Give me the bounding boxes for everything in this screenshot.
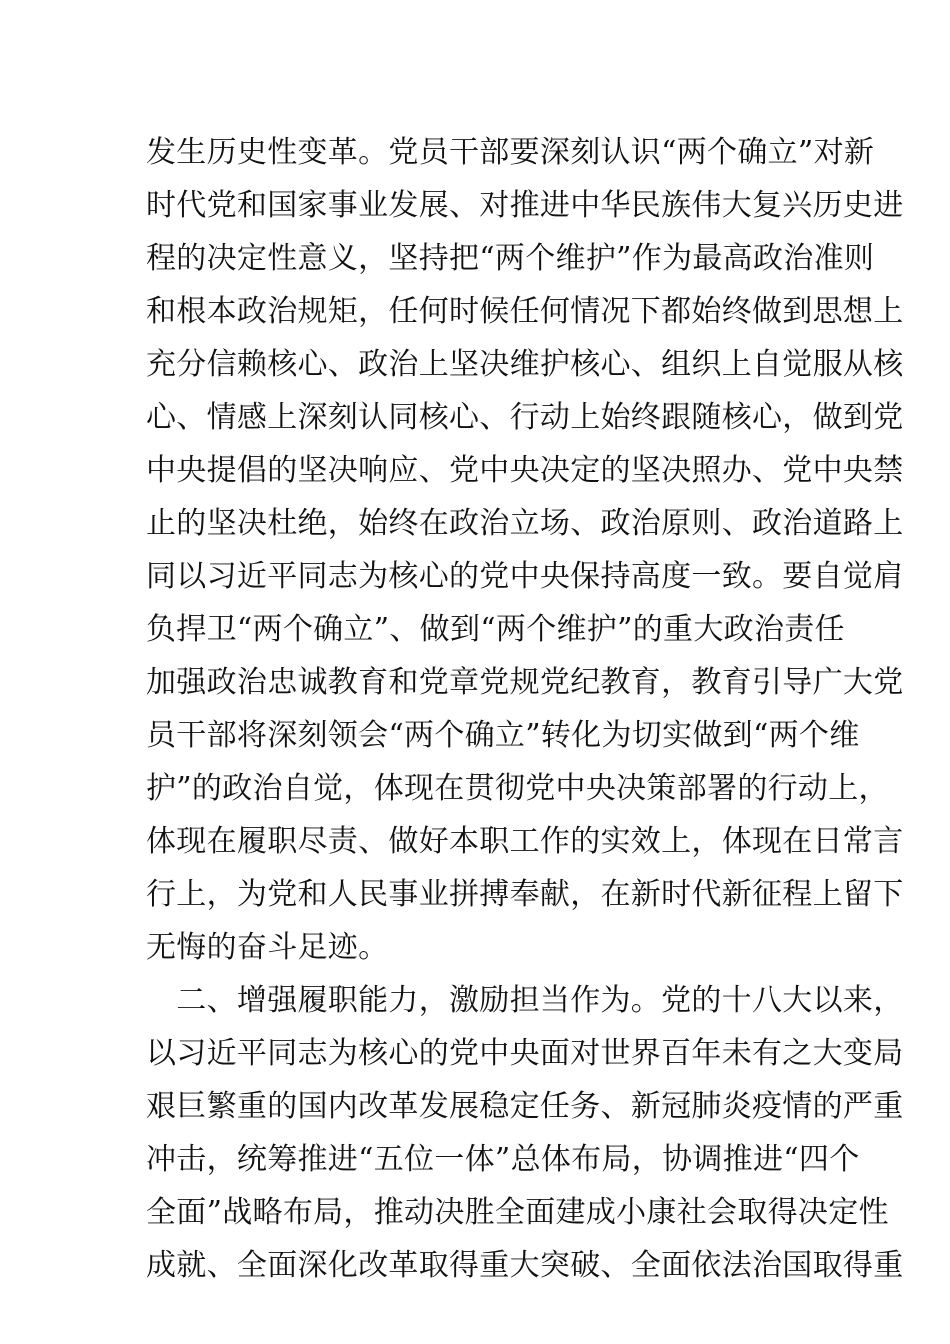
text-line: 止的坚决杜绝，始终在政治立场、政治原则、政治道路上 <box>146 506 904 541</box>
text-line: 行上，为党和人民事业拼搏奉献，在新时代新征程上留下 <box>146 877 904 912</box>
text-line: 员干部将深刻领会“两个确立”转化为切实做到“两个维 <box>146 718 860 753</box>
text-line: 发生历史性变革。党员干部要深刻认识“两个确立”对新 <box>146 135 875 170</box>
text-line: 同以习近平同志为核心的党中央保持高度一致。要自觉肩 <box>146 559 904 594</box>
text-line: 艰巨繁重的国内改革发展稳定任务、新冠肺炎疫情的严重 <box>146 1089 904 1124</box>
body-text <box>146 126 904 1292</box>
text-line: 冲击，统筹推进“五位一体”总体布局，协调推进“四个 <box>146 1142 860 1177</box>
text-line: 体现在履职尽责、做好本职工作的实效上，体现在日常言 <box>146 824 904 859</box>
text-line: 无悔的奋斗足迹。 <box>146 930 389 965</box>
text-line: 和根本政治规矩，任何时候任何情况下都始终做到思想上 <box>146 294 904 329</box>
text-line: 成就、全面深化改革取得重大突破、全面依法治国取得重 <box>146 1248 904 1283</box>
text-line: 加强政治忠诚教育和党章党规党纪教育，教育引导广大党 <box>146 665 904 700</box>
text-line: 中央提倡的坚决响应、党中央决定的坚决照办、党中央禁 <box>146 453 904 488</box>
text-line: 程的决定性意义，坚持把“两个维护”作为最高政治准则 <box>146 241 875 276</box>
section-heading-line: 二、增强履职能力，激励担当作为。党的十八大以来， <box>146 983 904 1018</box>
text-line: 全面”战略布局，推动决胜全面建成小康社会取得决定性 <box>146 1195 889 1230</box>
text-line: 负捍卫“两个确立”、做到“两个维护”的重大政治责任 <box>146 612 845 647</box>
text-line: 充分信赖核心、政治上坚决维护核心、组织上自觉服从核 <box>146 347 904 382</box>
text-line: 心、情感上深刻认同核心、行动上始终跟随核心，做到党 <box>146 400 904 435</box>
text-line: 时代党和国家事业发展、对推进中华民族伟大复兴历史进 <box>146 188 904 223</box>
text-line: 护”的政治自觉，体现在贯彻党中央决策部署的行动上， <box>146 771 889 806</box>
text-line: 以习近平同志为核心的党中央面对世界百年未有之大变局 <box>146 1036 904 1071</box>
